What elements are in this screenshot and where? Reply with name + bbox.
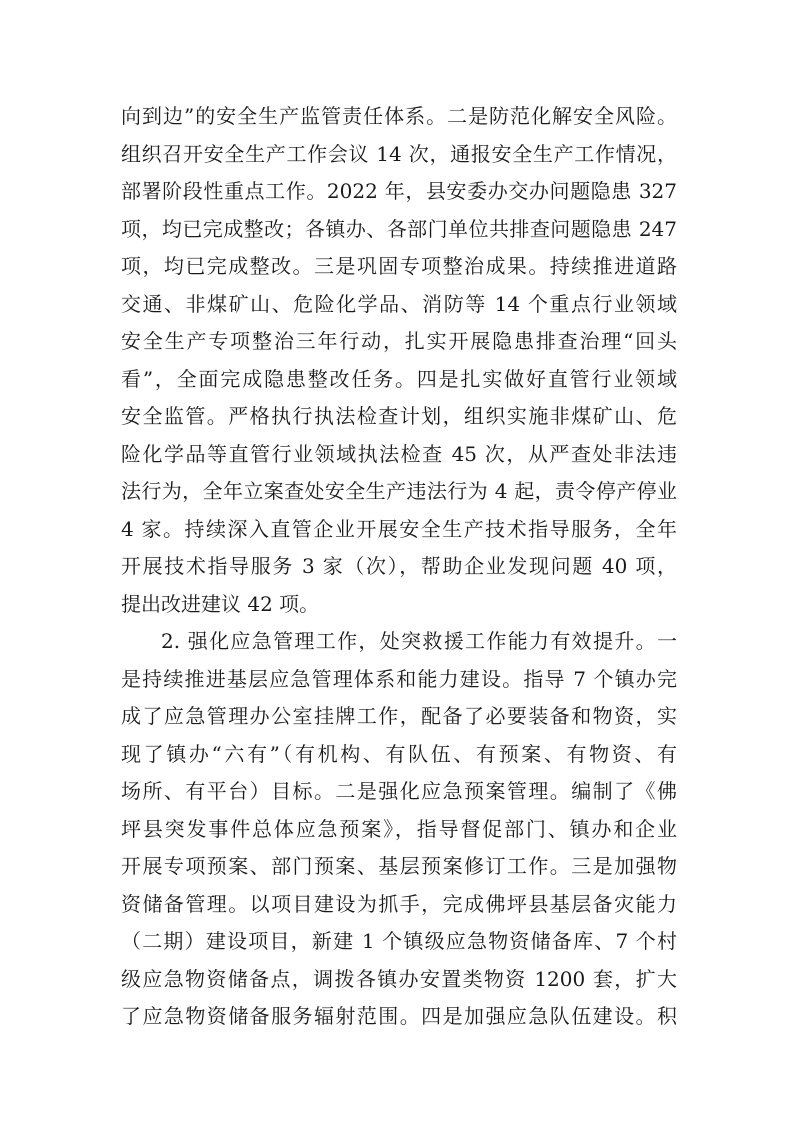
text-line: 开展专项预案、部门预案、基层预案修订工作。三是加强物: [121, 854, 677, 878]
text-line: 险化学品等直管行业领域执法检查 45 次，从严查处非法违: [121, 441, 677, 466]
text-line: 成了应急管理办公室挂牌工作，配备了必要装备和物资，实: [121, 704, 677, 728]
text-line: 级应急物资储备点，调拨各镇办安置类物资 1200 套，扩大: [121, 966, 677, 991]
text-line: 向到边”的安全生产监管责任体系。二是防范化解安全风险。: [121, 104, 677, 128]
text-line: 是持续推进基层应急管理体系和能力建设。指导 7 个镇办完: [121, 666, 677, 691]
text-line: 开展技术指导服务 3 家（次），帮助企业发现问题 40 项，: [121, 554, 677, 578]
text-line: 组织召开安全生产工作会议 14 次，通报安全生产工作情况，: [121, 141, 677, 166]
text-line: 现了镇办“六有”（有机构、有队伍、有预案、有物资、有: [121, 741, 677, 766]
text-line: 交通、非煤矿山、危险化学品、消防等 14 个重点行业领域: [121, 291, 677, 316]
document-body: [121, 98, 677, 1036]
text-line: 坪县突发事件总体应急预案》，指导督促部门、镇办和企业: [121, 816, 677, 841]
text-line: 提出改进建议 42 项。: [121, 591, 320, 616]
paragraph-2: [121, 623, 677, 1036]
text-line: 法行为，全年立案查处安全生产违法行为 4 起，责令停产停业: [121, 479, 677, 503]
text-line: 项，均已完成整改；各镇办、各部门单位共排查问题隐患 247: [121, 216, 677, 241]
paragraph-1: [121, 98, 677, 623]
text-line: 场所、有平台）目标。二是强化应急预案管理。编制了《佛: [121, 779, 677, 803]
text-line: 部署阶段性重点工作。2022 年，县安委办交办问题隐患 327: [121, 179, 677, 203]
text-line: 安全生产专项整治三年行动，扎实开展隐患排查治理“回头: [121, 329, 677, 353]
text-line: 了应急物资储备服务辐射范围。四是加强应急队伍建设。积: [121, 1004, 677, 1028]
section-heading-line: 2. 强化应急管理工作，处突救援工作能力有效提升。一: [161, 629, 677, 653]
text-line: （二期）建设项目，新建 1 个镇级应急物资储备库、7 个村: [121, 929, 677, 953]
text-line: 看”，全面完成隐患整改任务。四是扎实做好直管行业领域: [121, 366, 677, 391]
text-line: 资储备管理。以项目建设为抓手，完成佛坪县基层备灾能力: [121, 891, 677, 916]
text-line: 安全监管。严格执行执法检查计划，组织实施非煤矿山、危: [121, 404, 677, 428]
text-line: 项，均已完成整改。三是巩固专项整治成果。持续推进道路: [121, 254, 677, 278]
text-line: 4 家。持续深入直管企业开展安全生产技术指导服务，全年: [121, 516, 677, 541]
